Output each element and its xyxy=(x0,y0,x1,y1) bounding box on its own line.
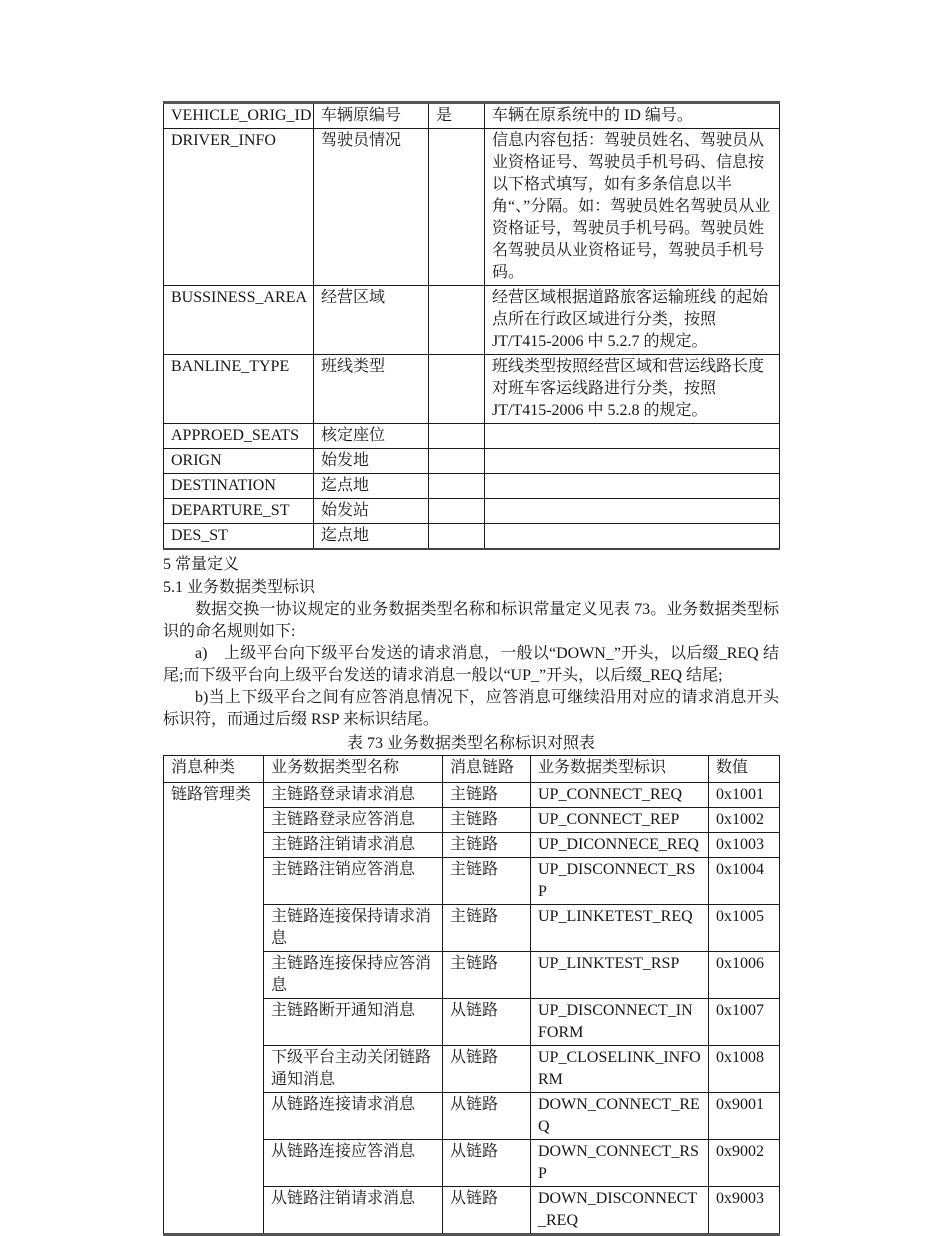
message-value-cell: 0x1005 xyxy=(709,905,780,952)
message-name-cell: 主链路连接保持应答消息 xyxy=(264,952,443,999)
field-field-cell: DRIVER_INFO xyxy=(164,129,314,286)
message-category-cell: 链路管理类 xyxy=(164,783,264,1235)
field-field-cell: BUSSINESS_AREA xyxy=(164,286,314,355)
message-link-cell: 主链路 xyxy=(443,833,531,858)
field-desc-cell xyxy=(485,449,780,474)
message-link-cell: 从链路 xyxy=(443,1140,531,1187)
message-value-cell: 0x9003 xyxy=(709,1187,780,1235)
field-desc-cell xyxy=(485,474,780,499)
field-cname-cell: 迄点地 xyxy=(314,524,429,550)
message-link-cell: 从链路 xyxy=(443,1187,531,1235)
field-field-cell: DEPARTURE_ST xyxy=(164,499,314,524)
message-link-cell: 从链路 xyxy=(443,1093,531,1140)
message-value-cell: 0x1007 xyxy=(709,999,780,1046)
message-name-cell: 主链路登录应答消息 xyxy=(264,808,443,833)
message-link-cell: 主链路 xyxy=(443,858,531,905)
field-table-row xyxy=(164,103,780,129)
field-required-cell xyxy=(429,474,485,499)
message-id-cell: DOWN_CONNECT_REQ xyxy=(531,1093,709,1140)
field-desc-cell: 信息内容包括：驾驶员姓名、驾驶员从业资格证号、驾驶员手机号码、信息按以下格式填写，如有多条信息以半角“、”分隔。如：驾驶员姓名驾驶员从业资格证号，驾驶员手机号码。驾驶员姓名驾驶员从业资格证号，驾驶员手机号码。 xyxy=(485,129,780,286)
section-heading: 5 常量定义 xyxy=(163,556,240,573)
field-field-cell: BANLINE_TYPE xyxy=(164,355,314,424)
message-link-cell: 主链路 xyxy=(443,952,531,999)
field-cname-cell: 始发站 xyxy=(314,499,429,524)
field-cname-cell: 迄点地 xyxy=(314,474,429,499)
message-table-header-cell: 业务数据类型标识 xyxy=(531,756,709,783)
message-value-cell: 0x1001 xyxy=(709,783,780,808)
message-table-header-cell: 消息种类 xyxy=(164,756,264,783)
field-required-cell xyxy=(429,129,485,286)
field-desc-cell xyxy=(485,424,780,449)
document-page xyxy=(163,101,779,1236)
field-table-row xyxy=(164,474,780,499)
field-cname-cell: 驾驶员情况 xyxy=(314,129,429,286)
message-value-cell: 0x9002 xyxy=(709,1140,780,1187)
field-field-cell: DESTINATION xyxy=(164,474,314,499)
field-table-row xyxy=(164,424,780,449)
message-id-cell: UP_CONNECT_REQ xyxy=(531,783,709,808)
intro-paragraph: 数据交换一协议规定的业务数据类型名称和标识常量定义见表 73。业务数据类型标识的命名规则如下: xyxy=(163,601,779,640)
message-id-cell: UP_DISCONNECT_RSP xyxy=(531,858,709,905)
message-id-cell: UP_LINKTEST_RSP xyxy=(531,952,709,999)
field-table-row xyxy=(164,129,780,286)
field-field-cell: APPROED_SEATS xyxy=(164,424,314,449)
field-desc-cell: 车辆在原系统中的 ID 编号。 xyxy=(485,103,780,129)
message-value-cell: 0x9001 xyxy=(709,1093,780,1140)
field-desc-cell: 经营区域根据道路旅客运输班线 的起始点所在行政区域进行分类，按照 JT/T415-2006 中 5.2.7 的规定。 xyxy=(485,286,780,355)
field-table-row xyxy=(164,524,780,550)
field-desc-cell xyxy=(485,524,780,550)
message-table-row xyxy=(164,783,780,808)
field-table-row xyxy=(164,499,780,524)
field-cname-cell: 班线类型 xyxy=(314,355,429,424)
field-table-row xyxy=(164,355,780,424)
table-73-caption: 表 73 业务数据类型名称标识对照表 xyxy=(346,735,595,752)
field-definition-table xyxy=(163,101,780,550)
message-name-cell: 主链路登录请求消息 xyxy=(264,783,443,808)
field-cname-cell: 经营区域 xyxy=(314,286,429,355)
field-required-cell xyxy=(429,286,485,355)
message-id-cell: UP_DISCONNECT_INFORM xyxy=(531,999,709,1046)
message-name-cell: 主链路连接保持请求消息 xyxy=(264,905,443,952)
message-table-header-cell: 业务数据类型名称 xyxy=(264,756,443,783)
message-value-cell: 0x1003 xyxy=(709,833,780,858)
field-required-cell: 是 xyxy=(429,103,485,129)
field-field-cell: DES_ST xyxy=(164,524,314,550)
message-type-table xyxy=(163,755,780,1236)
field-desc-cell xyxy=(485,499,780,524)
message-value-cell: 0x1006 xyxy=(709,952,780,999)
field-table-row xyxy=(164,286,780,355)
message-table-header-cell: 消息链路 xyxy=(443,756,531,783)
message-name-cell: 从链路连接应答消息 xyxy=(264,1140,443,1187)
message-link-cell: 从链路 xyxy=(443,999,531,1046)
rule-b-paragraph: b)当上下级平台之间有应答消息情况下，应答消息可继续沿用对应的请求消息开头标识符，而通过后缀 RSP 来标识结尾。 xyxy=(163,689,779,728)
message-id-cell: DOWN_CONNECT_RSP xyxy=(531,1140,709,1187)
field-cname-cell: 始发地 xyxy=(314,449,429,474)
message-name-cell: 从链路注销请求消息 xyxy=(264,1187,443,1235)
message-name-cell: 主链路断开通知消息 xyxy=(264,999,443,1046)
message-table-header-row xyxy=(164,756,780,783)
message-name-cell: 主链路注销请求消息 xyxy=(264,833,443,858)
field-required-cell xyxy=(429,424,485,449)
field-required-cell xyxy=(429,355,485,424)
field-cname-cell: 车辆原编号 xyxy=(314,103,429,129)
message-name-cell: 主链路注销应答消息 xyxy=(264,858,443,905)
message-name-cell: 从链路连接请求消息 xyxy=(264,1093,443,1140)
message-value-cell: 0x1004 xyxy=(709,858,780,905)
message-value-cell: 0x1002 xyxy=(709,808,780,833)
message-value-cell: 0x1008 xyxy=(709,1046,780,1093)
subsection-heading: 5.1 业务数据类型标识 xyxy=(163,579,316,596)
field-field-cell: ORIGN xyxy=(164,449,314,474)
message-link-cell: 主链路 xyxy=(443,905,531,952)
message-link-cell: 主链路 xyxy=(443,808,531,833)
message-id-cell: UP_CONNECT_REP xyxy=(531,808,709,833)
message-link-cell: 从链路 xyxy=(443,1046,531,1093)
message-name-cell: 下级平台主动关闭链路通知消息 xyxy=(264,1046,443,1093)
message-id-cell: UP_DICONNECE_REQ xyxy=(531,833,709,858)
field-table-row xyxy=(164,449,780,474)
message-id-cell: DOWN_DISCONNECT_REQ xyxy=(531,1187,709,1235)
rule-a-paragraph: a) 上级平台向下级平台发送的请求消息，一般以“DOWN_”开头，以后缀_REQ 结尾;而下级平台向上级平台发送的请求消息一般以“UP_”开头，以后缀_REQ 结尾; xyxy=(163,645,779,684)
message-id-cell: UP_CLOSELINK_INFORM xyxy=(531,1046,709,1093)
field-required-cell xyxy=(429,524,485,550)
field-cname-cell: 核定座位 xyxy=(314,424,429,449)
message-link-cell: 主链路 xyxy=(443,783,531,808)
message-id-cell: UP_LINKETEST_REQ xyxy=(531,905,709,952)
field-required-cell xyxy=(429,499,485,524)
field-field-cell: VEHICLE_ORIG_ID xyxy=(164,103,314,129)
field-desc-cell: 班线类型按照经营区域和营运线路长度对班车客运线路进行分类，按照 JT/T415-2006 中 5.2.8 的规定。 xyxy=(485,355,780,424)
field-required-cell xyxy=(429,449,485,474)
message-table-header-cell: 数值 xyxy=(709,756,780,783)
